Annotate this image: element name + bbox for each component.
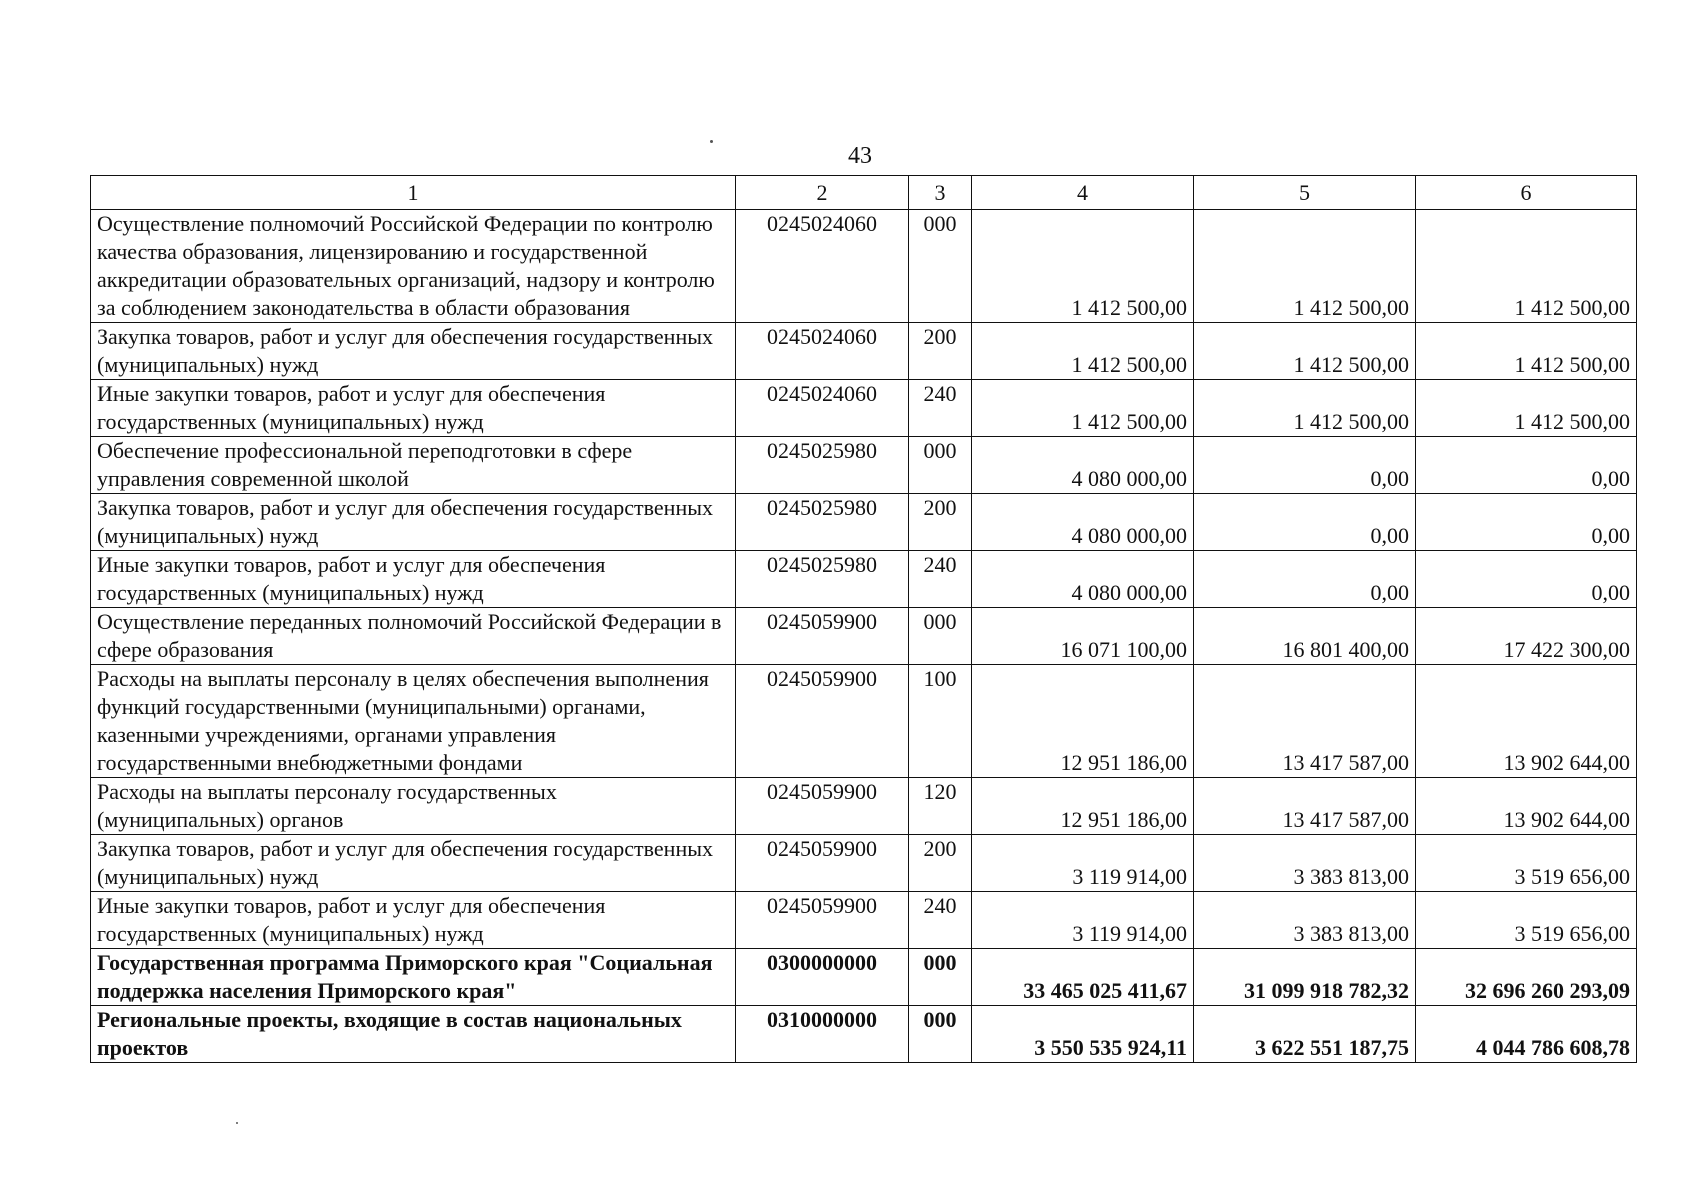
amount-column-6-cell: 1 412 500,00 (1416, 380, 1637, 437)
target-article-code-cell: 0310000000 (736, 1006, 909, 1063)
amount-column-4-cell: 3 119 914,00 (972, 892, 1194, 949)
expense-name-cell: Расходы на выплаты персоналу государственных (муниципальных) органов (91, 778, 736, 835)
expense-type-code-cell: 200 (909, 323, 972, 380)
scan-speck (236, 1122, 238, 1124)
expense-name-cell: Обеспечение профессиональной переподготовки в сфере управления современной школой (91, 437, 736, 494)
expense-name-cell: Осуществление переданных полномочий Российской Федерации в сфере образования (91, 608, 736, 665)
expense-type-code-cell: 240 (909, 892, 972, 949)
target-article-code-cell: 0245059900 (736, 778, 909, 835)
column-header: 3 (909, 176, 972, 210)
amount-column-5-cell: 13 417 587,00 (1194, 665, 1416, 778)
expense-name-cell: Закупка товаров, работ и услуг для обеспечения государственных (муниципальных) нужд (91, 835, 736, 892)
column-header: 4 (972, 176, 1194, 210)
target-article-code-cell: 0245059900 (736, 835, 909, 892)
expense-type-code-cell: 200 (909, 835, 972, 892)
amount-column-4-cell: 1 412 500,00 (972, 210, 1194, 323)
expense-type-code-cell: 000 (909, 1006, 972, 1063)
amount-column-5-cell: 1 412 500,00 (1194, 210, 1416, 323)
amount-column-5-cell: 3 622 551 187,75 (1194, 1006, 1416, 1063)
table-row (91, 608, 1637, 665)
scan-speck (710, 140, 713, 143)
table-row (91, 949, 1637, 1006)
expense-type-code-cell: 100 (909, 665, 972, 778)
target-article-code-cell: 0245059900 (736, 892, 909, 949)
expense-name-cell: Государственная программа Приморского края "Социальная поддержка населения Приморского края" (91, 949, 736, 1006)
expense-name-cell: Расходы на выплаты персоналу в целях обеспечения выполнения функций государственными (муниципальными) органами, казенными учреждениями, органами управления государственными внебюджетными фондами (91, 665, 736, 778)
amount-column-6-cell: 1 412 500,00 (1416, 323, 1637, 380)
target-article-code-cell: 0245025980 (736, 551, 909, 608)
table-row (91, 665, 1637, 778)
expense-name-cell: Иные закупки товаров, работ и услуг для обеспечения государственных (муниципальных) нужд (91, 551, 736, 608)
table-row (91, 380, 1637, 437)
amount-column-4-cell: 33 465 025 411,67 (972, 949, 1194, 1006)
expense-name-cell: Иные закупки товаров, работ и услуг для обеспечения государственных (муниципальных) нужд (91, 380, 736, 437)
expense-type-code-cell: 240 (909, 551, 972, 608)
table-row (91, 323, 1637, 380)
amount-column-6-cell: 17 422 300,00 (1416, 608, 1637, 665)
amount-column-6-cell: 1 412 500,00 (1416, 210, 1637, 323)
column-header: 5 (1194, 176, 1416, 210)
amount-column-5-cell: 1 412 500,00 (1194, 380, 1416, 437)
target-article-code-cell: 0245025980 (736, 437, 909, 494)
expense-name-cell: Осуществление полномочий Российской Федерации по контролю качества образования, лицензированию и государственной аккредитации образовательных организаций, надзору и контролю за соблюдением законодательства в области образования (91, 210, 736, 323)
target-article-code-cell: 0245059900 (736, 608, 909, 665)
table-row (91, 494, 1637, 551)
budget-table (90, 175, 1637, 1063)
expense-type-code-cell: 000 (909, 437, 972, 494)
amount-column-4-cell: 1 412 500,00 (972, 323, 1194, 380)
table-row (91, 778, 1637, 835)
amount-column-4-cell: 1 412 500,00 (972, 380, 1194, 437)
table-row (91, 835, 1637, 892)
amount-column-5-cell: 0,00 (1194, 494, 1416, 551)
column-header: 2 (736, 176, 909, 210)
amount-column-5-cell: 0,00 (1194, 551, 1416, 608)
amount-column-5-cell: 3 383 813,00 (1194, 892, 1416, 949)
amount-column-5-cell: 0,00 (1194, 437, 1416, 494)
expense-type-code-cell: 000 (909, 210, 972, 323)
table-row (91, 892, 1637, 949)
amount-column-5-cell: 3 383 813,00 (1194, 835, 1416, 892)
target-article-code-cell: 0245024060 (736, 210, 909, 323)
amount-column-5-cell: 16 801 400,00 (1194, 608, 1416, 665)
target-article-code-cell: 0245059900 (736, 665, 909, 778)
expense-type-code-cell: 200 (909, 494, 972, 551)
amount-column-4-cell: 12 951 186,00 (972, 778, 1194, 835)
target-article-code-cell: 0245025980 (736, 494, 909, 551)
expense-name-cell: Закупка товаров, работ и услуг для обеспечения государственных (муниципальных) нужд (91, 494, 736, 551)
amount-column-5-cell: 1 412 500,00 (1194, 323, 1416, 380)
expense-type-code-cell: 000 (909, 608, 972, 665)
amount-column-4-cell: 3 119 914,00 (972, 835, 1194, 892)
expense-name-cell: Региональные проекты, входящие в состав национальных проектов (91, 1006, 736, 1063)
amount-column-6-cell: 0,00 (1416, 437, 1637, 494)
target-article-code-cell: 0300000000 (736, 949, 909, 1006)
expense-name-cell: Закупка товаров, работ и услуг для обеспечения государственных (муниципальных) нужд (91, 323, 736, 380)
expense-type-code-cell: 000 (909, 949, 972, 1006)
table-row (91, 551, 1637, 608)
amount-column-6-cell: 4 044 786 608,78 (1416, 1006, 1637, 1063)
amount-column-6-cell: 32 696 260 293,09 (1416, 949, 1637, 1006)
amount-column-4-cell: 4 080 000,00 (972, 437, 1194, 494)
column-header: 1 (91, 176, 736, 210)
target-article-code-cell: 0245024060 (736, 323, 909, 380)
expense-type-code-cell: 240 (909, 380, 972, 437)
amount-column-4-cell: 4 080 000,00 (972, 551, 1194, 608)
expense-name-cell: Иные закупки товаров, работ и услуг для обеспечения государственных (муниципальных) нужд (91, 892, 736, 949)
amount-column-6-cell: 3 519 656,00 (1416, 892, 1637, 949)
amount-column-6-cell: 0,00 (1416, 494, 1637, 551)
table-row (91, 1006, 1637, 1063)
amount-column-6-cell: 13 902 644,00 (1416, 778, 1637, 835)
amount-column-5-cell: 31 099 918 782,32 (1194, 949, 1416, 1006)
amount-column-6-cell: 13 902 644,00 (1416, 665, 1637, 778)
table-row (91, 210, 1637, 323)
amount-column-4-cell: 12 951 186,00 (972, 665, 1194, 778)
amount-column-6-cell: 3 519 656,00 (1416, 835, 1637, 892)
table-row (91, 437, 1637, 494)
expense-type-code-cell: 120 (909, 778, 972, 835)
amount-column-4-cell: 16 071 100,00 (972, 608, 1194, 665)
amount-column-4-cell: 3 550 535 924,11 (972, 1006, 1194, 1063)
amount-column-5-cell: 13 417 587,00 (1194, 778, 1416, 835)
amount-column-4-cell: 4 080 000,00 (972, 494, 1194, 551)
target-article-code-cell: 0245024060 (736, 380, 909, 437)
amount-column-6-cell: 0,00 (1416, 551, 1637, 608)
header-row (91, 176, 1637, 210)
column-header: 6 (1416, 176, 1637, 210)
page-number: 43 (848, 143, 872, 169)
